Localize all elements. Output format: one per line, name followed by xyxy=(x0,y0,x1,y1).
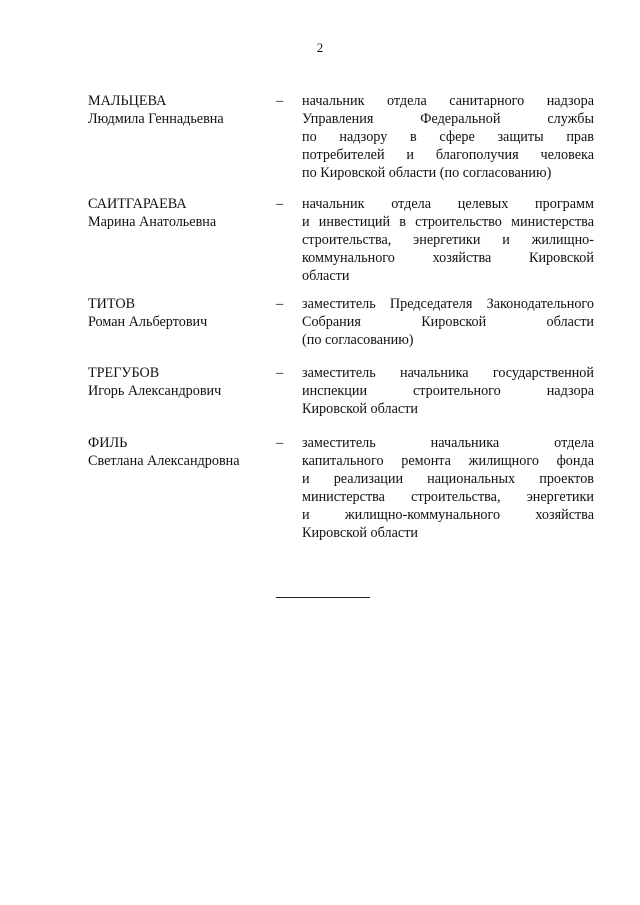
role-line: строительства, энергетики и жилищно- xyxy=(302,232,594,248)
member-role xyxy=(302,92,594,182)
member-surname: МАЛЬЦЕВА xyxy=(88,93,167,109)
member-surname: ТИТОВ xyxy=(88,296,136,312)
member-given-name: Светлана Александровна xyxy=(88,453,240,469)
role-line: по надзору в сфере защиты прав xyxy=(302,129,594,145)
role-line: заместитель начальника отдела xyxy=(302,435,594,451)
role-line: заместитель Председателя Законодательного xyxy=(302,296,594,312)
member-given-name: Людмила Геннадьевна xyxy=(88,111,224,127)
member-name xyxy=(88,364,268,400)
member-name xyxy=(88,434,268,470)
role-line: и инвестиций в строительство министерства xyxy=(302,214,594,230)
dash: – xyxy=(276,196,284,212)
role-line: Управления Федеральной службы xyxy=(302,111,594,127)
role-line: инспекции строительного надзора xyxy=(302,383,594,399)
member-given-name: Роман Альбертович xyxy=(88,314,208,330)
dash: – xyxy=(276,93,284,109)
role-line: Собрания Кировской области xyxy=(302,314,594,330)
member-name xyxy=(88,195,268,231)
role-line: и реализации национальных проектов xyxy=(302,471,594,487)
role-line: потребителей и благополучия человека xyxy=(302,147,594,163)
member-surname: ФИЛЬ xyxy=(88,435,128,451)
role-line: области xyxy=(302,268,350,284)
role-line: Кировской области xyxy=(302,401,418,417)
member-given-name: Марина Анатольевна xyxy=(88,214,217,230)
member-name xyxy=(88,295,268,331)
end-separator-line xyxy=(276,597,370,598)
dash: – xyxy=(276,365,284,381)
role-line: (по согласованию) xyxy=(302,332,414,348)
role-line: капитального ремонта жилищного фонда xyxy=(302,453,594,469)
role-line: и жилищно-коммунального хозяйства xyxy=(302,507,594,523)
role-line: министерства строительства, энергетики xyxy=(302,489,594,505)
role-line: Кировской области xyxy=(302,525,418,541)
page-number: 2 xyxy=(316,40,324,55)
member-surname: САИТГАРАЕВА xyxy=(88,196,187,212)
dash: – xyxy=(276,435,284,451)
member-role xyxy=(302,434,594,542)
member-name xyxy=(88,92,268,128)
member-role xyxy=(302,364,594,418)
role-line: по Кировской области (по согласованию) xyxy=(302,165,552,181)
role-line: коммунального хозяйства Кировской xyxy=(302,250,594,266)
member-given-name: Игорь Александрович xyxy=(88,383,222,399)
dash: – xyxy=(276,296,284,312)
member-role xyxy=(302,195,594,285)
member-role xyxy=(302,295,594,349)
role-line: начальник отдела санитарного надзора xyxy=(302,93,594,109)
role-line: заместитель начальника государственной xyxy=(302,365,594,381)
role-line: начальник отдела целевых программ xyxy=(302,196,594,212)
member-surname: ТРЕГУБОВ xyxy=(88,365,160,381)
